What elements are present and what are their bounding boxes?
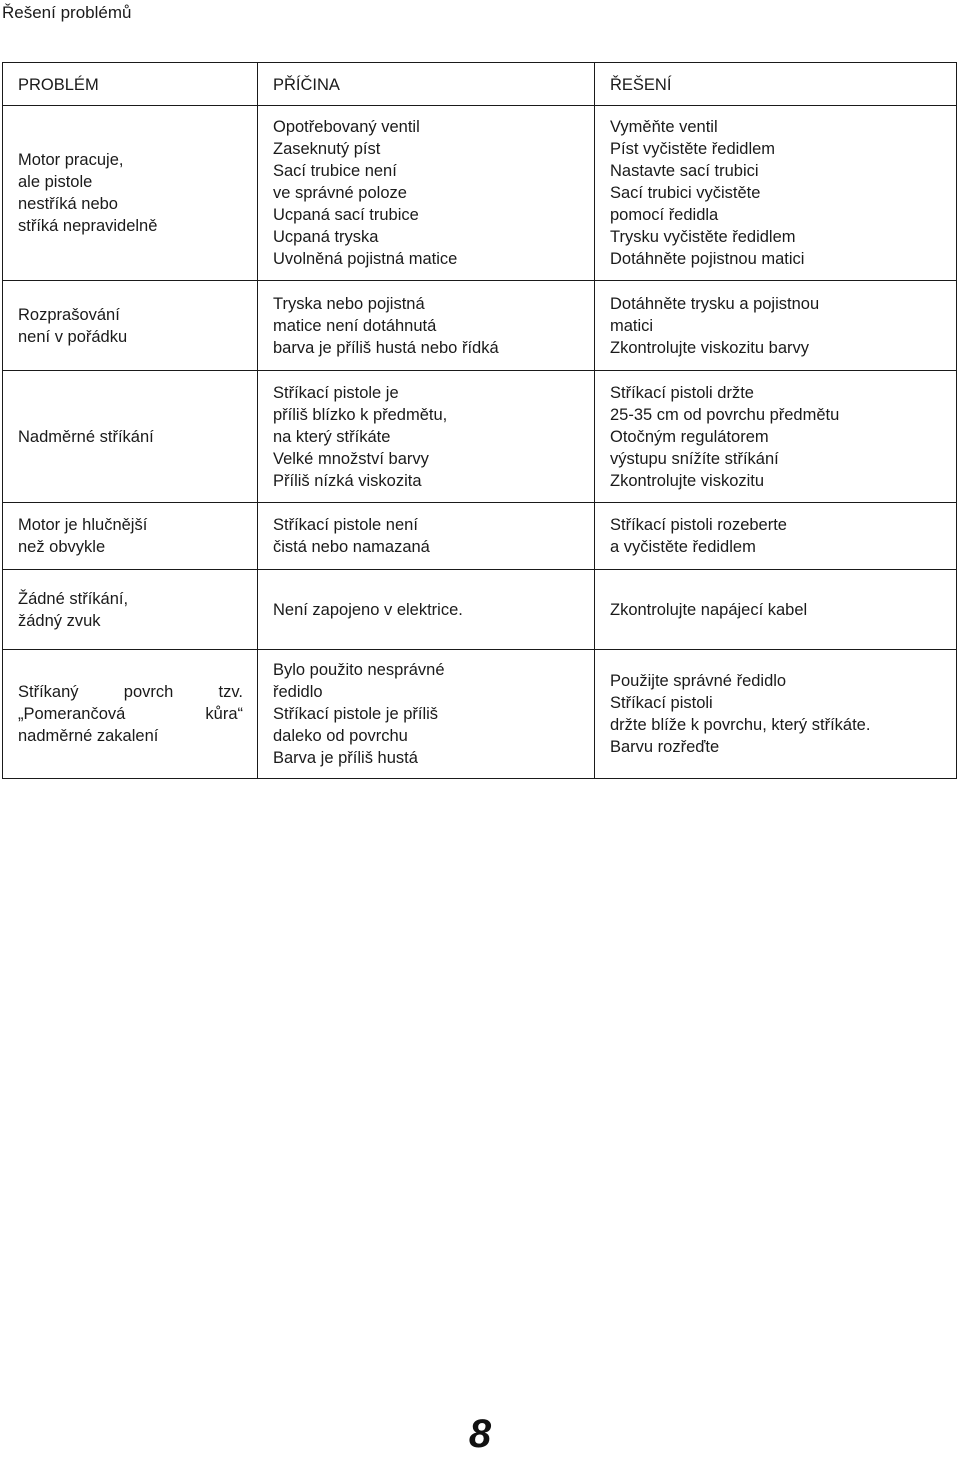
solution-line: výstupu snížíte stříkání xyxy=(610,449,779,468)
cause-cell xyxy=(258,650,595,779)
problem-line: Žádné stříkání, xyxy=(18,589,129,608)
cause-line: Stříkací pistole není xyxy=(273,516,418,534)
problem-word: Stříkaný xyxy=(18,683,79,701)
solution-cell xyxy=(595,650,957,779)
page-number: 8 xyxy=(468,1412,492,1456)
cause-line: Velké množství barvy xyxy=(273,449,429,468)
solution-line: Použijte správné ředidlo xyxy=(610,672,787,690)
cause-line: Stříkací pistole je příliš xyxy=(273,705,439,723)
problem-line: Nadměrné stříkání xyxy=(18,427,154,446)
cause-line: čistá nebo namazaná xyxy=(273,538,430,556)
problem-cell xyxy=(3,650,258,779)
problem-line: než obvykle xyxy=(18,538,106,556)
cause-line: na který stříkáte xyxy=(273,427,391,446)
cause-line: Stříkací pistole je xyxy=(273,383,399,402)
table-header-row xyxy=(3,63,957,106)
solution-line: Dotáhněte pojistnou matici xyxy=(610,250,805,268)
solution-line: držte blíže k povrchu, který stříkáte. xyxy=(610,716,871,734)
solution-line: Zkontrolujte viskozitu xyxy=(610,471,765,490)
cause-line: Opotřebovaný ventil xyxy=(273,118,420,136)
solution-line: Trysku vyčistěte ředidlem xyxy=(610,228,796,246)
troubleshooting-table xyxy=(2,62,957,779)
solution-line: Píst vyčistěte ředidlem xyxy=(610,140,776,158)
problem-line xyxy=(18,681,243,703)
solution-line: pomocí ředidla xyxy=(610,206,719,224)
problem-cell xyxy=(3,106,258,281)
problem-line: žádný zvuk xyxy=(18,611,101,630)
problem-line: není v pořádku xyxy=(18,327,128,346)
cause-line: Barva je příliš hustá xyxy=(273,749,418,767)
solution-line: Stříkací pistoli držte xyxy=(610,383,754,402)
table-row xyxy=(3,650,957,779)
header-problem: PROBLÉM xyxy=(3,63,258,106)
solution-line: Dotáhněte trysku a pojistnou xyxy=(610,294,820,313)
solution-line: matici xyxy=(610,316,654,335)
cause-line: příliš blízko k předmětu, xyxy=(273,405,448,424)
cause-line: ve správné poloze xyxy=(273,184,407,202)
cause-line: Není zapojeno v elektrice. xyxy=(273,600,463,619)
solution-line: Stříkací pistoli rozeberte xyxy=(610,516,787,534)
problem-cell xyxy=(3,503,258,570)
cause-cell xyxy=(258,503,595,570)
solution-line: Zkontrolujte viskozitu barvy xyxy=(610,338,809,357)
cause-line: Zaseknutý píst xyxy=(273,140,381,158)
cause-line: Sací trubice není xyxy=(273,162,397,180)
solution-cell xyxy=(595,503,957,570)
solution-line: a vyčistěte ředidlem xyxy=(610,538,756,556)
table-row xyxy=(3,570,957,650)
cause-line: Uvolněná pojistná matice xyxy=(273,250,458,268)
header-solution: ŘEŠENÍ xyxy=(595,63,957,106)
problem-word: kůra“ xyxy=(205,705,243,723)
solution-line: Sací trubici vyčistěte xyxy=(610,184,761,202)
solution-cell xyxy=(595,570,957,650)
cause-line: daleko od povrchu xyxy=(273,727,408,745)
cause-line: matice není dotáhnutá xyxy=(273,316,437,335)
problem-line: nadměrné zakalení xyxy=(18,727,159,745)
cause-line: Ucpaná tryska xyxy=(273,228,379,246)
problem-word: tzv. xyxy=(218,683,243,701)
problem-cell xyxy=(3,281,258,371)
problem-line: nestříká nebo xyxy=(18,195,118,213)
solution-line: Nastavte sací trubici xyxy=(610,162,759,180)
solution-cell xyxy=(595,371,957,503)
problem-line: stříká nepravidelně xyxy=(18,217,158,235)
cause-line: Příliš nízká viskozita xyxy=(273,471,422,490)
solution-line: Vyměňte ventil xyxy=(610,118,718,136)
solution-line: 25-35 cm od povrchu předmětu xyxy=(610,405,840,424)
table-row xyxy=(3,503,957,570)
solution-line: Barvu rozřeďte xyxy=(610,738,720,756)
problem-line: Motor je hlučnější xyxy=(18,516,148,534)
solution-cell xyxy=(595,106,957,281)
cause-line: ředidlo xyxy=(273,683,323,701)
header-cause: PŘÍČINA xyxy=(258,63,595,106)
problem-line: Rozprašování xyxy=(18,305,120,324)
cause-line: Bylo použito nesprávné xyxy=(273,661,445,679)
cause-line: Tryska nebo pojistná xyxy=(273,294,425,313)
problem-cell xyxy=(3,570,258,650)
problem-line: Motor pracuje, xyxy=(18,151,124,169)
problem-word: „Pomerančová xyxy=(18,705,126,723)
solution-line: Otočným regulátorem xyxy=(610,427,769,446)
solution-line: Stříkací pistoli xyxy=(610,694,713,712)
solution-line: Zkontrolujte napájecí kabel xyxy=(610,600,808,619)
cause-cell xyxy=(258,281,595,371)
problem-word: povrch xyxy=(123,683,174,701)
problem-line xyxy=(18,703,243,725)
table-row xyxy=(3,371,957,503)
problem-cell xyxy=(3,371,258,503)
page-title: Řešení problémů xyxy=(2,3,132,22)
solution-cell xyxy=(595,281,957,371)
cause-line: Ucpaná sací trubice xyxy=(273,206,419,224)
cause-cell xyxy=(258,371,595,503)
cause-cell xyxy=(258,570,595,650)
table-row xyxy=(3,106,957,281)
table-row xyxy=(3,281,957,371)
cause-line: barva je příliš hustá nebo řídká xyxy=(273,338,499,357)
cause-cell xyxy=(258,106,595,281)
problem-line: ale pistole xyxy=(18,173,93,191)
